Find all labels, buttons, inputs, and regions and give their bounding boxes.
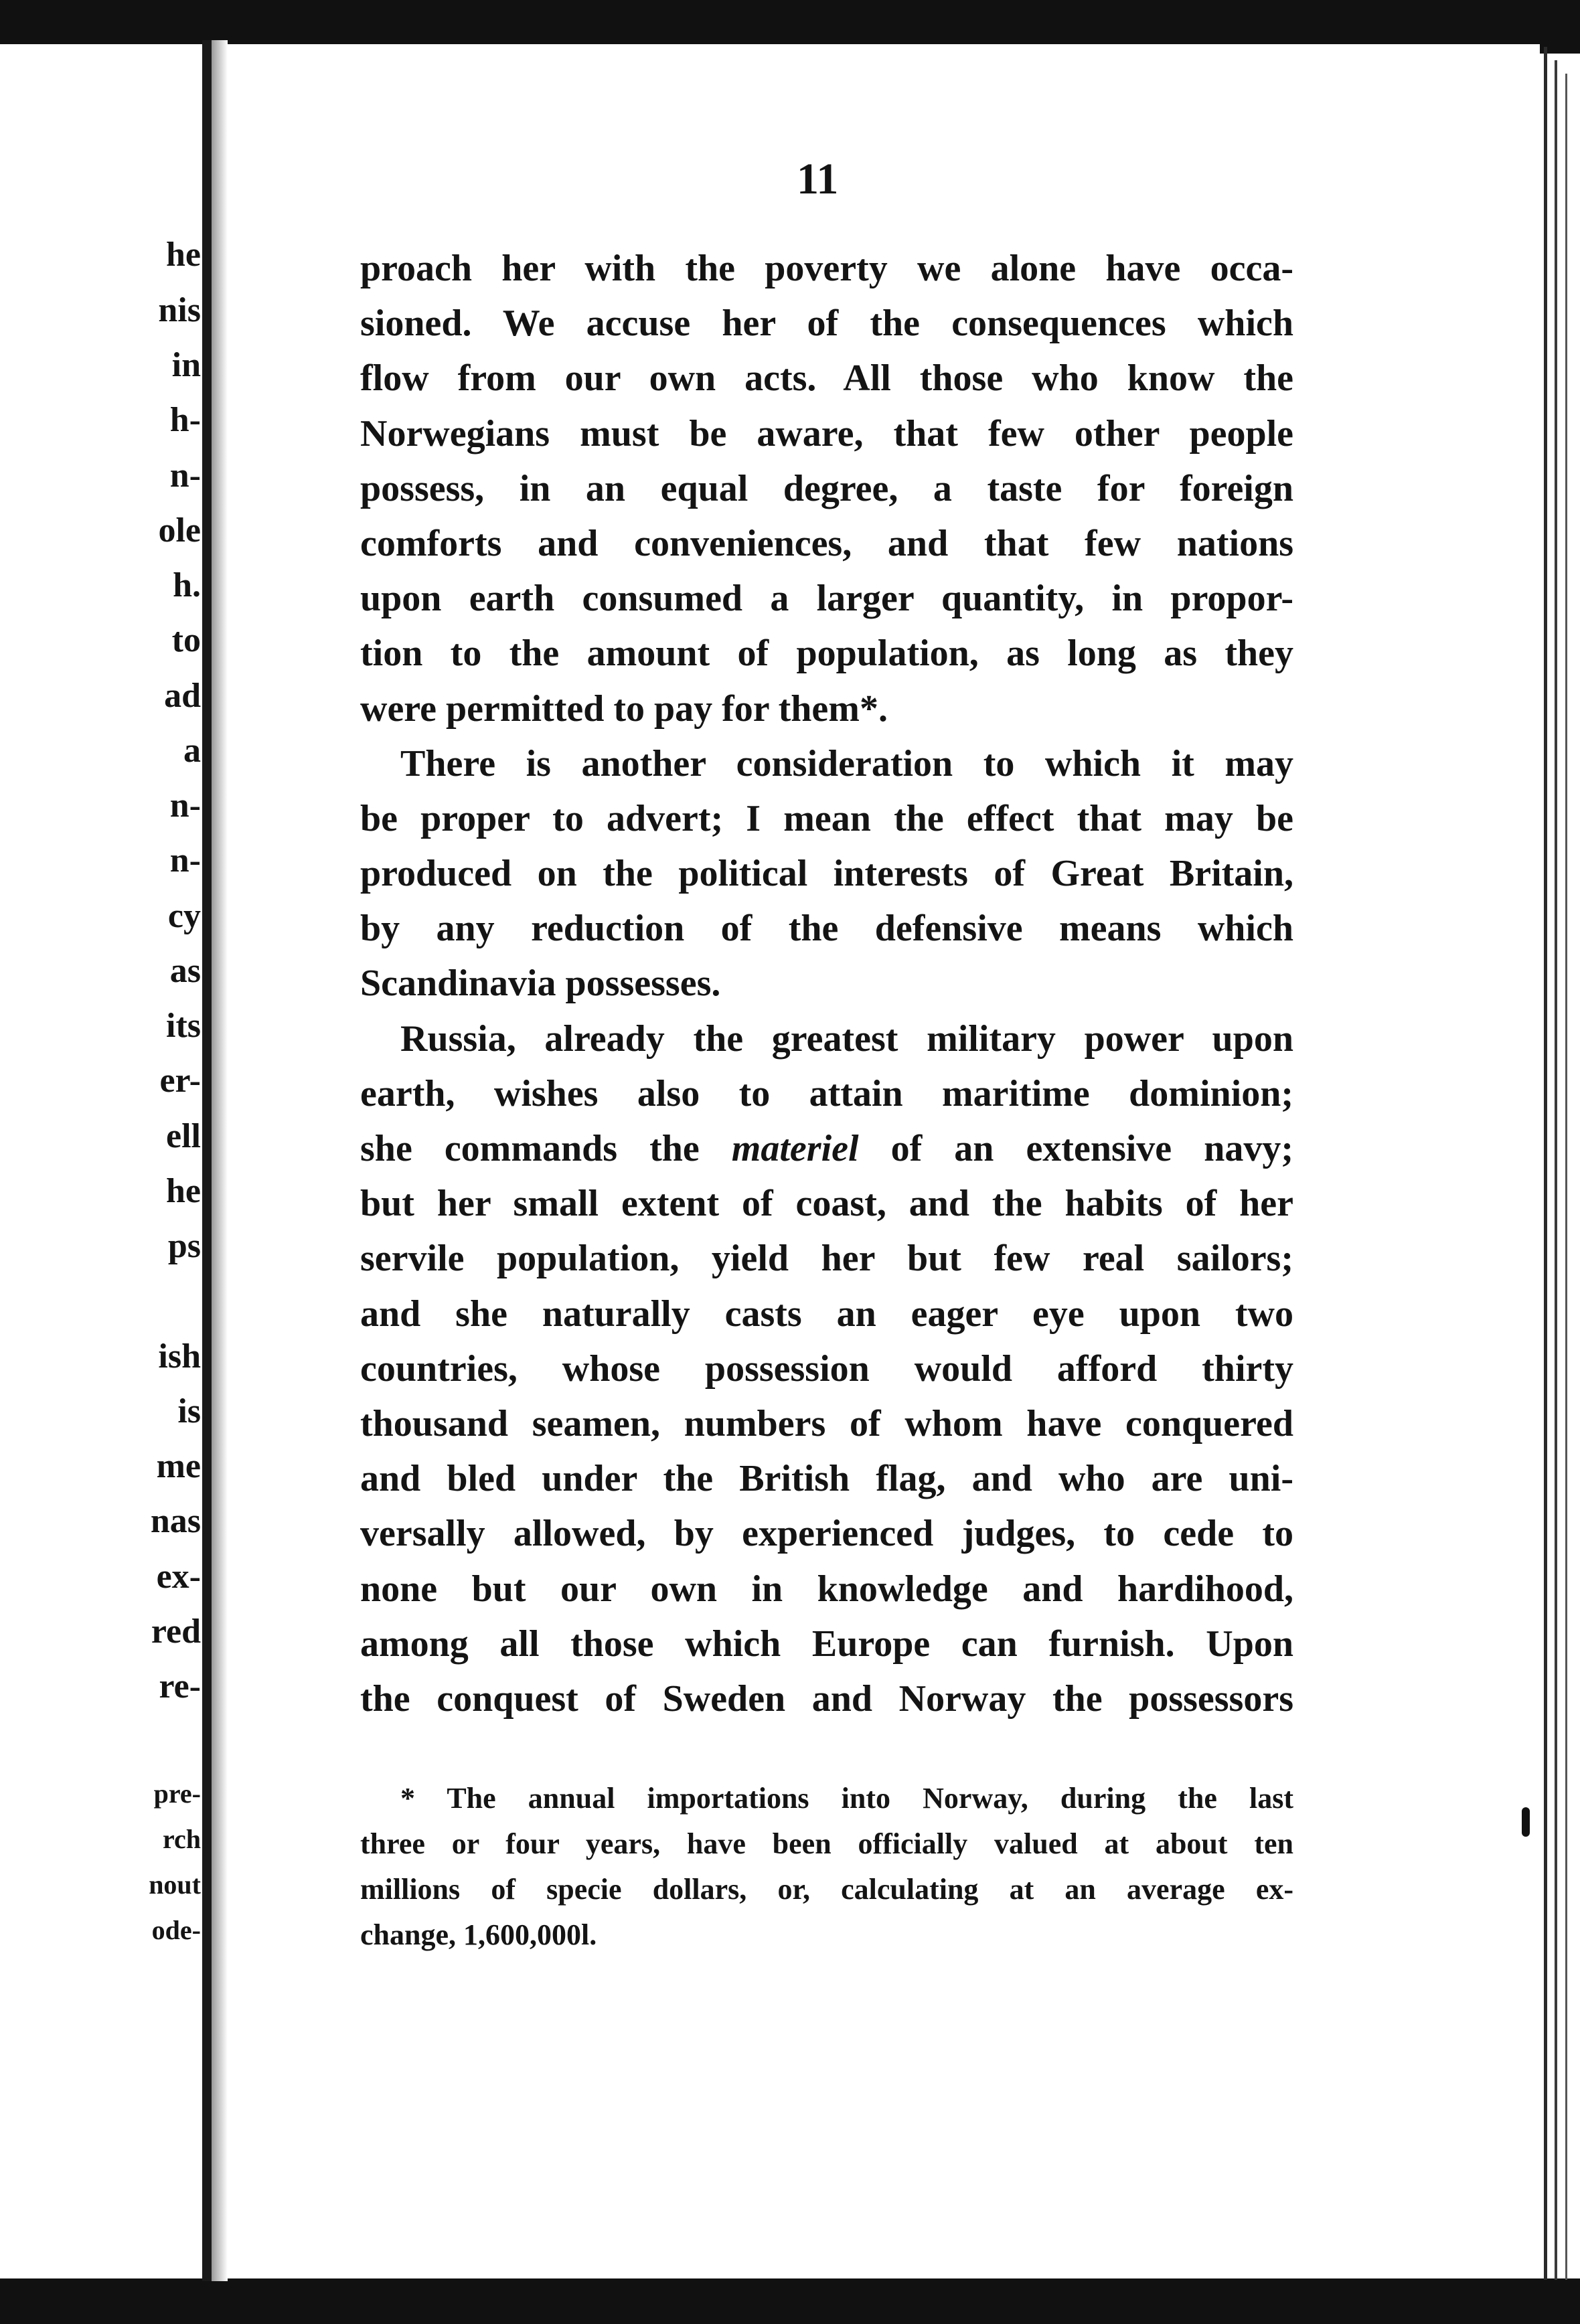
left-fragment-footnote: pre- bbox=[153, 1778, 201, 1809]
footnote-line: change, 1,600,000l. bbox=[360, 1918, 597, 1951]
left-fragment-line: a bbox=[183, 732, 201, 770]
scan-top-border bbox=[0, 0, 1580, 44]
text-line: versally allowed, by experienced judges, to cede to bbox=[360, 1513, 1293, 1555]
paragraph-start-line: There is another consideration to which it may bbox=[400, 742, 1293, 784]
text-line: comforts and conveniences, and that few nations bbox=[360, 522, 1293, 564]
left-fragment-line: er- bbox=[159, 1062, 201, 1100]
left-fragment-line: its bbox=[166, 1007, 201, 1045]
footnote-line: * The annual importations into Norway, during the last bbox=[400, 1782, 1293, 1815]
text-line: among all those which Europe can furnish. Upon bbox=[360, 1623, 1293, 1665]
page-edge bbox=[1544, 47, 1547, 2280]
text-line: sioned. We accuse her of the consequences which bbox=[360, 303, 1293, 345]
margin-ink-mark bbox=[1522, 1807, 1530, 1837]
text-line: thousand seamen, numbers of whom have conquered bbox=[360, 1402, 1293, 1444]
text-line: possess, in an equal degree, a taste for foreign bbox=[360, 467, 1293, 509]
text-line: produced on the political interests of Great Britain, bbox=[360, 853, 1293, 895]
book-gutter bbox=[202, 40, 212, 2281]
left-fragment-line: ex- bbox=[156, 1558, 201, 1596]
text-line: Scandinavia possesses. bbox=[360, 963, 721, 1005]
text-line: servile population, yield her but few real sailors; bbox=[360, 1238, 1293, 1280]
text-line: the conquest of Sweden and Norway the possessors bbox=[360, 1677, 1293, 1720]
left-fragment-line: re- bbox=[159, 1667, 201, 1706]
left-fragment-line: nis bbox=[158, 291, 201, 329]
left-fragment-footnote: ode- bbox=[151, 1915, 201, 1945]
left-fragment-line: me bbox=[156, 1447, 201, 1485]
left-fragment-footnote: rch bbox=[162, 1824, 201, 1854]
text-line: none but our own in knowledge and hardihood, bbox=[360, 1568, 1293, 1610]
text-line: countries, whose possession would afford thirty bbox=[360, 1347, 1293, 1390]
left-fragment-line: he bbox=[166, 236, 201, 274]
text-line: upon earth consumed a larger quantity, in propor- bbox=[360, 578, 1293, 620]
text-line: earth, wishes also to attain maritime dominion; bbox=[360, 1072, 1293, 1114]
page-edge bbox=[1555, 60, 1557, 2280]
text-line: be proper to advert; I mean the effect that may be bbox=[360, 797, 1293, 839]
left-fragment-line: h- bbox=[169, 401, 201, 439]
page-number: 11 bbox=[797, 155, 839, 203]
text-line: but her small extent of coast, and the habits of her bbox=[360, 1183, 1293, 1225]
left-fragment-line: n- bbox=[169, 841, 201, 880]
left-fragment-line: n- bbox=[169, 456, 201, 495]
left-fragment-line: nas bbox=[150, 1502, 201, 1540]
left-fragment-line: cy bbox=[167, 897, 201, 935]
footnote-line: three or four years, have been officially valued at about ten bbox=[360, 1827, 1293, 1860]
text-line: by any reduction of the defensive means which bbox=[360, 908, 1293, 950]
text-line: were permitted to pay for them*. bbox=[360, 687, 888, 730]
left-fragment-line: red bbox=[151, 1612, 201, 1651]
gutter-shadow bbox=[212, 40, 228, 2281]
left-fragment-line: is bbox=[177, 1392, 201, 1430]
text-line: proach her with the poverty we alone have occa- bbox=[360, 248, 1293, 289]
left-fragment-line: ole bbox=[158, 511, 201, 550]
text-line-with-italic bbox=[360, 1121, 1293, 1176]
text-line: and she naturally casts an eager eye upon two bbox=[360, 1293, 1293, 1335]
left-page-fragment bbox=[0, 0, 201, 2324]
text-segment: of an extensive navy; bbox=[858, 1128, 1293, 1169]
scan-top-right-corner bbox=[1540, 0, 1580, 54]
left-fragment-footnote: nout bbox=[149, 1870, 201, 1900]
scan-bottom-border bbox=[0, 2278, 1580, 2324]
left-fragment-line: ad bbox=[164, 677, 201, 715]
footnote bbox=[360, 1776, 1293, 1958]
paragraph-start-line: Russia, already the greatest military power upon bbox=[400, 1017, 1293, 1060]
left-fragment-line: h. bbox=[173, 566, 201, 604]
left-fragment-line: ell bbox=[166, 1117, 201, 1155]
footnote-line: millions of specie dollars, or, calculating at an average ex- bbox=[360, 1873, 1293, 1906]
text-line: and bled under the British flag, and who are uni- bbox=[360, 1458, 1293, 1500]
left-fragment-line: ps bbox=[167, 1227, 201, 1265]
text-line: flow from our own acts. All those who know the bbox=[360, 357, 1293, 400]
left-fragment-line: to bbox=[171, 621, 201, 659]
left-fragment-line: he bbox=[166, 1172, 201, 1210]
left-fragment-line: n- bbox=[169, 786, 201, 825]
left-fragment-line: in bbox=[171, 346, 201, 384]
page-edge bbox=[1565, 74, 1567, 2280]
text-line: Norwegians must be aware, that few other people bbox=[360, 412, 1293, 454]
text-segment: she commands the bbox=[360, 1128, 732, 1169]
text-line: tion to the amount of population, as long as they bbox=[360, 633, 1293, 675]
left-fragment-line: ish bbox=[158, 1337, 201, 1376]
body-text bbox=[360, 241, 1293, 1726]
left-fragment-line: as bbox=[169, 952, 201, 990]
italic-word: materiel bbox=[731, 1128, 859, 1169]
